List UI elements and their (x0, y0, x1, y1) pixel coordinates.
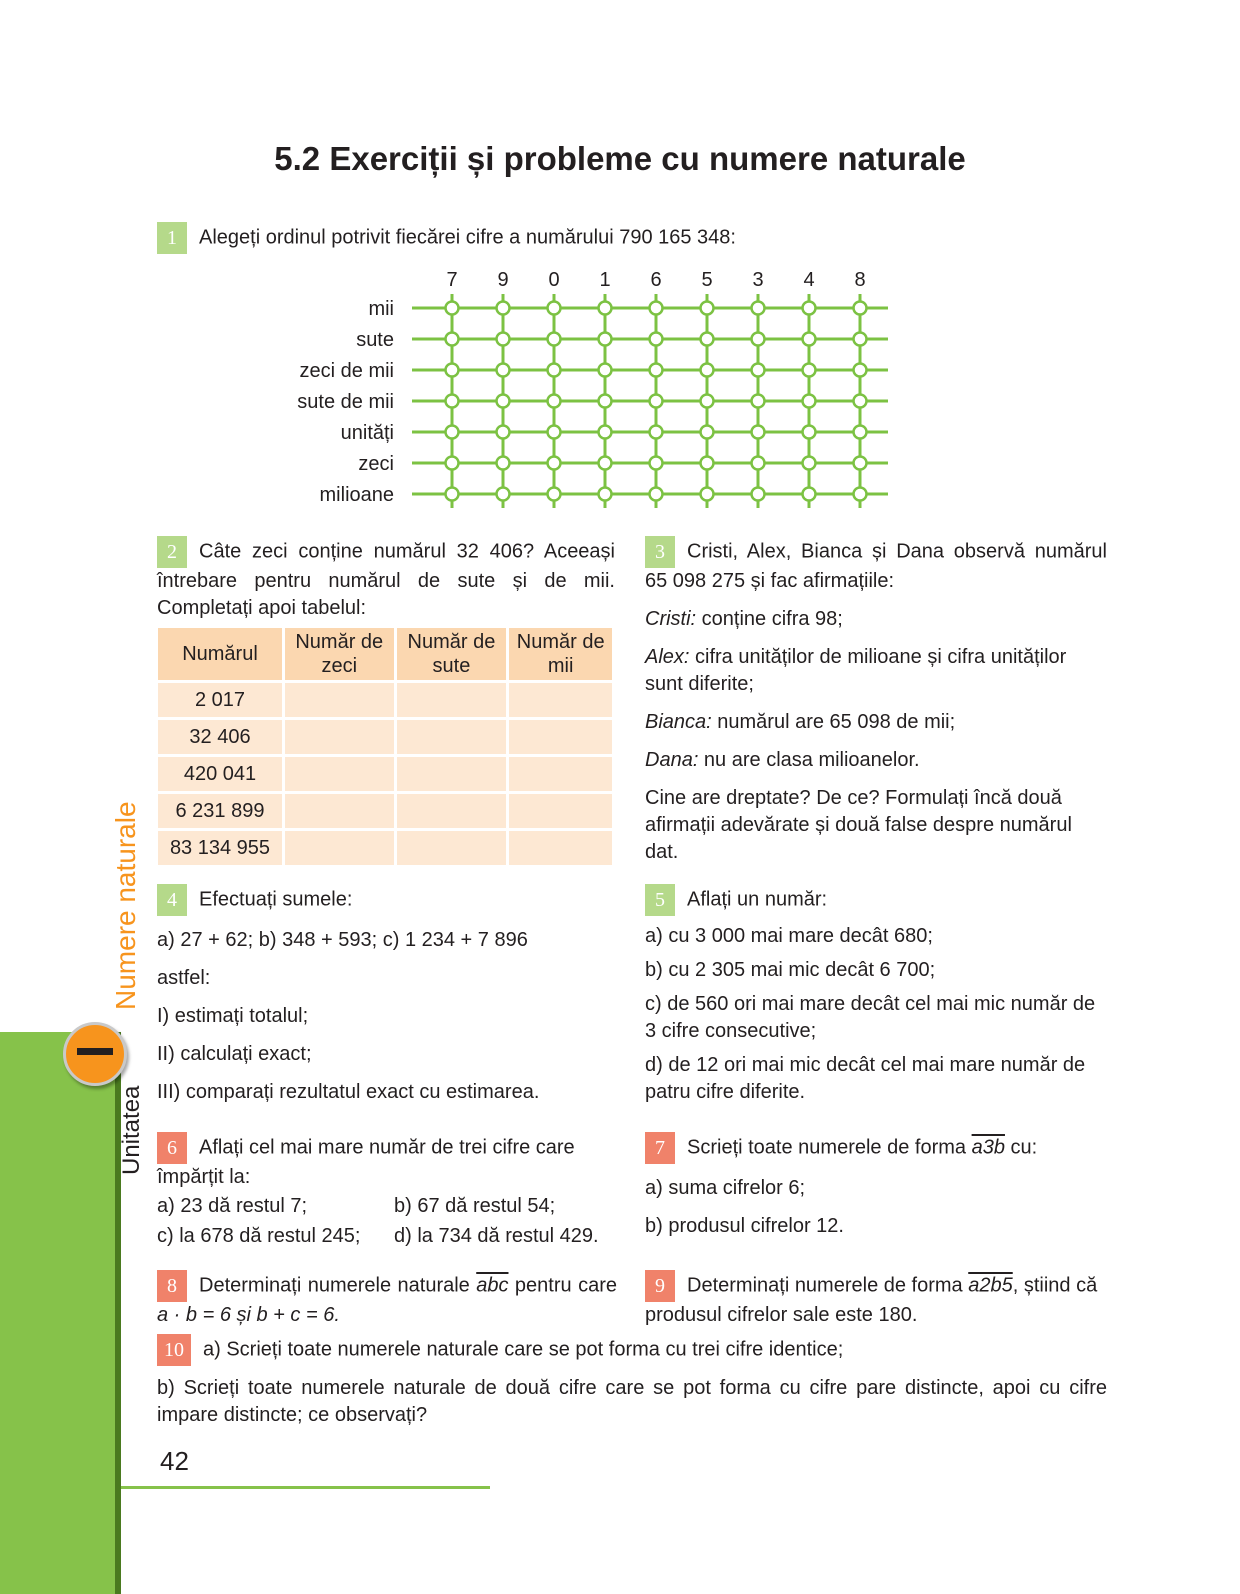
order-label: mii (368, 298, 394, 320)
statement-text: cifra unităților de milioane și cifra unităților sunt diferite; (645, 646, 1067, 695)
exercise-number: 8 (157, 1270, 187, 1302)
grid-node[interactable] (599, 395, 612, 408)
grid-node[interactable] (599, 333, 612, 346)
exercise-10-statement (157, 1334, 1107, 1429)
number-form: a3b (971, 1136, 1005, 1159)
exercise-line: III) comparați rezultatul exact cu estimarea. (157, 1081, 540, 1103)
answer-cell[interactable] (509, 757, 612, 791)
exercise-text: Determinați numerele de forma (687, 1274, 969, 1297)
digit-label: 0 (548, 269, 560, 291)
grid-node[interactable] (599, 426, 612, 439)
speaker-name: Bianca: (645, 711, 712, 733)
exercise-number: 1 (157, 222, 187, 254)
number-cell: 83 134 955 (158, 831, 282, 865)
grid-node[interactable] (446, 395, 459, 408)
exercise-7-statement (645, 1132, 1107, 1240)
grid-node[interactable] (548, 364, 561, 377)
grid-node[interactable] (701, 302, 714, 315)
grid-node[interactable] (497, 364, 510, 377)
page-divider (118, 1486, 490, 1489)
grid-node[interactable] (803, 395, 816, 408)
exercise-text: Scrieți toate numerele de forma (687, 1136, 972, 1159)
exercise-6-statement (157, 1132, 619, 1251)
table-row (158, 831, 612, 865)
exercise-line: astfel: (157, 967, 211, 989)
grid-node[interactable] (701, 364, 714, 377)
grid-node[interactable] (701, 488, 714, 501)
exercise-line: b) cu 2 305 mai mic decât 6 700; (645, 959, 936, 981)
grid-node[interactable] (854, 426, 867, 439)
order-label: zeci (358, 453, 394, 475)
exercise-number: 10 (157, 1334, 191, 1366)
order-label: zeci de mii (299, 360, 394, 382)
answer-cell[interactable] (509, 720, 612, 754)
exercise-line: d) de 12 ori mai mic decât cel mai mare număr de patru cifre diferite. (645, 1054, 1086, 1103)
grid-node[interactable] (803, 364, 816, 377)
answer-cell[interactable] (397, 720, 507, 754)
grid-node[interactable] (650, 302, 663, 315)
speaker-name: Alex: (645, 646, 690, 668)
exercise-line: II) calculați exact; (157, 1043, 312, 1065)
exercise-1-statement (157, 222, 857, 254)
exercise-number: 3 (645, 536, 675, 568)
answer-cell[interactable] (509, 794, 612, 828)
grid-node[interactable] (446, 488, 459, 501)
table-row (158, 794, 612, 828)
grid-node[interactable] (803, 488, 816, 501)
grid-node[interactable] (446, 302, 459, 315)
number-form: a2b5 (968, 1274, 1013, 1297)
exercise-line: c) la 678 dă restul 245; (157, 1225, 361, 1247)
grid-node[interactable] (803, 333, 816, 346)
answer-cell[interactable] (285, 683, 394, 717)
digits-table (155, 625, 615, 868)
exercise-number: 5 (645, 884, 675, 916)
order-label: unități (340, 422, 394, 444)
table-row (158, 757, 612, 791)
grid-node[interactable] (854, 302, 867, 315)
exercise-text: Determinați numerele naturale (199, 1274, 477, 1297)
grid-node[interactable] (701, 457, 714, 470)
grid-node[interactable] (650, 333, 663, 346)
number-form: $\overline{abc}$ (476, 1274, 509, 1297)
digit-label: 9 (497, 269, 509, 291)
answer-cell[interactable] (509, 831, 612, 865)
grid-node[interactable] (650, 457, 663, 470)
exercise-line: a) 23 dă restul 7; (157, 1195, 308, 1217)
exercise-text: Alegeți ordinul potrivit fiecărei cifre a numărului 790 165 348: (199, 226, 736, 249)
grid-node[interactable] (599, 457, 612, 470)
answer-cell[interactable] (285, 831, 394, 865)
grid-node[interactable] (497, 488, 510, 501)
unit-number (77, 1048, 113, 1055)
exercise-number: 2 (157, 536, 187, 568)
grid-node[interactable] (497, 302, 510, 315)
exercise-8-statement (157, 1270, 617, 1329)
question-text: Cine are dreptate? De ce? Formulați încă două afirmații adevărate și două false despre numărul dat. (645, 787, 1072, 863)
number-cell: 2 017 (158, 683, 282, 717)
order-label: milioane (319, 484, 394, 506)
grid-node[interactable] (548, 395, 561, 408)
number-cell: 420 041 (158, 757, 282, 791)
exercise-9-statement (645, 1270, 1107, 1329)
statement-text: numărul are 65 098 de mii; (711, 711, 956, 733)
exercise-line: b) 67 dă restul 54; (394, 1195, 556, 1217)
grid-node[interactable] (854, 488, 867, 501)
grid-node[interactable] (446, 364, 459, 377)
grid-node[interactable] (752, 457, 765, 470)
exercise-number: 7 (645, 1132, 675, 1164)
table-row (158, 720, 612, 754)
answer-cell[interactable] (285, 794, 394, 828)
exercise-line: d) la 734 dă restul 429. (394, 1225, 599, 1247)
grid-node[interactable] (599, 488, 612, 501)
exercise-text: Aflați cel mai mare număr de trei cifre care împărțit la: (157, 1136, 575, 1188)
digit-label: 3 (752, 269, 764, 291)
exercise-line: b) Scrieți toate numerele naturale de două cifre care se pot forma cu cifre pare distincte, apoi cu cifre impare distincte; ce observați? (157, 1377, 1107, 1426)
grid-node[interactable] (548, 488, 561, 501)
grid-node[interactable] (446, 333, 459, 346)
table-header: Număr de mii (509, 628, 612, 680)
grid-node[interactable] (854, 364, 867, 377)
page-number: 42 (160, 1446, 189, 1476)
statement-text: nu are clasa milioanelor. (698, 749, 920, 771)
statement-text: conține cifra 98; (696, 608, 843, 630)
grid-node[interactable] (497, 395, 510, 408)
grid-node[interactable] (803, 457, 816, 470)
exercise-number: 6 (157, 1132, 187, 1164)
number-cell: 6 231 899 (158, 794, 282, 828)
exercise-text: Cristi, Alex, Bianca și Dana observă numărul 65 098 275 și fac afirmațiile: (645, 540, 1107, 592)
grid-node[interactable] (752, 395, 765, 408)
exercise-line: a) cu 3 000 mai mare decât 680; (645, 925, 933, 947)
answer-cell[interactable] (397, 757, 507, 791)
grid-node[interactable] (803, 426, 816, 439)
number-cell: 32 406 (158, 720, 282, 754)
answer-cell[interactable] (509, 683, 612, 717)
table-header: Număr de zeci (285, 628, 394, 680)
grid-node[interactable] (650, 488, 663, 501)
grid-node[interactable] (497, 457, 510, 470)
grid-node[interactable] (752, 364, 765, 377)
grid-node[interactable] (650, 364, 663, 377)
exercise-3-statement (645, 536, 1107, 866)
digit-label: 5 (701, 269, 713, 291)
exercise-text: , știind că produsul cifrelor sale este 180. (645, 1274, 1098, 1326)
grid-node[interactable] (701, 395, 714, 408)
page-title: 5.2 Exerciții și probleme cu numere naturale (274, 140, 966, 177)
unit-title: Numere naturale (110, 801, 141, 1010)
exercise-line: b) produsul cifrelor 12. (645, 1215, 844, 1237)
order-label: sute (356, 329, 394, 351)
grid-node[interactable] (854, 333, 867, 346)
grid-node[interactable] (752, 488, 765, 501)
table-header: Număr de sute (397, 628, 507, 680)
answer-cell[interactable] (285, 757, 394, 791)
exercise-4-statement (157, 884, 627, 1106)
table-row (158, 683, 612, 717)
exercise-text: Câte zeci conține numărul 32 406? Aceeași întrebare pentru numărul de sute și de mii. Completați apoi tabelul: (157, 540, 615, 619)
grid-node[interactable] (599, 302, 612, 315)
grid-node[interactable] (854, 395, 867, 408)
answer-cell[interactable] (397, 831, 507, 865)
digit-label: 7 (446, 269, 458, 291)
answer-cell[interactable] (397, 683, 507, 717)
exercise-text: Efectuați sumele: (199, 888, 353, 911)
exercise-5-statement (645, 884, 1107, 1106)
exercise-text: cu: (1004, 1136, 1038, 1159)
exercise-line: I) estimați totalul; (157, 1005, 309, 1027)
answer-cell[interactable] (397, 794, 507, 828)
table-header: Numărul (158, 628, 282, 680)
exercise-number: 4 (157, 884, 187, 916)
exercise-line: a) Scrieți toate numerele naturale care se pot forma cu trei cifre identice; (203, 1338, 844, 1361)
order-grid (280, 262, 900, 512)
exercise-text: Aflați un număr: (687, 888, 828, 911)
grid-node[interactable] (599, 364, 612, 377)
grid-node[interactable] (650, 395, 663, 408)
grid-node[interactable] (548, 426, 561, 439)
grid-node[interactable] (548, 457, 561, 470)
exercise-line: a) 27 + 62; b) 348 + 593; c) 1 234 + 7 896 (157, 929, 528, 951)
condition-text: a · b = 6 și b + c = 6. (157, 1304, 340, 1326)
unit-label: Unitatea (118, 1085, 145, 1175)
digit-label: 4 (803, 269, 815, 291)
grid-node[interactable] (854, 457, 867, 470)
answer-cell[interactable] (285, 720, 394, 754)
digit-label: 6 (650, 269, 662, 291)
order-label: sute de mii (297, 391, 394, 413)
digit-label: 1 (599, 269, 611, 291)
exercise-line: a) suma cifrelor 6; (645, 1177, 806, 1199)
grid-node[interactable] (752, 333, 765, 346)
digit-label: 8 (854, 269, 866, 291)
grid-node[interactable] (548, 333, 561, 346)
grid-node[interactable] (446, 457, 459, 470)
grid-node[interactable] (497, 333, 510, 346)
exercise-2-statement (157, 536, 615, 622)
speaker-name: Dana: (645, 749, 699, 771)
exercise-number: 9 (645, 1270, 675, 1302)
grid-node[interactable] (446, 426, 459, 439)
speaker-name: Cristi: (645, 608, 697, 630)
grid-node[interactable] (752, 426, 765, 439)
grid-node[interactable] (701, 333, 714, 346)
grid-node[interactable] (497, 426, 510, 439)
grid-node[interactable] (803, 302, 816, 315)
grid-node[interactable] (752, 302, 765, 315)
exercise-line: c) de 560 ori mai mare decât cel mai mic număr de 3 cifre consecutive; (645, 993, 1096, 1042)
unit-sidebar (0, 1032, 118, 1594)
grid-node[interactable] (548, 302, 561, 315)
grid-node[interactable] (701, 426, 714, 439)
grid-node[interactable] (650, 426, 663, 439)
exercise-text: pentru care (508, 1274, 617, 1297)
